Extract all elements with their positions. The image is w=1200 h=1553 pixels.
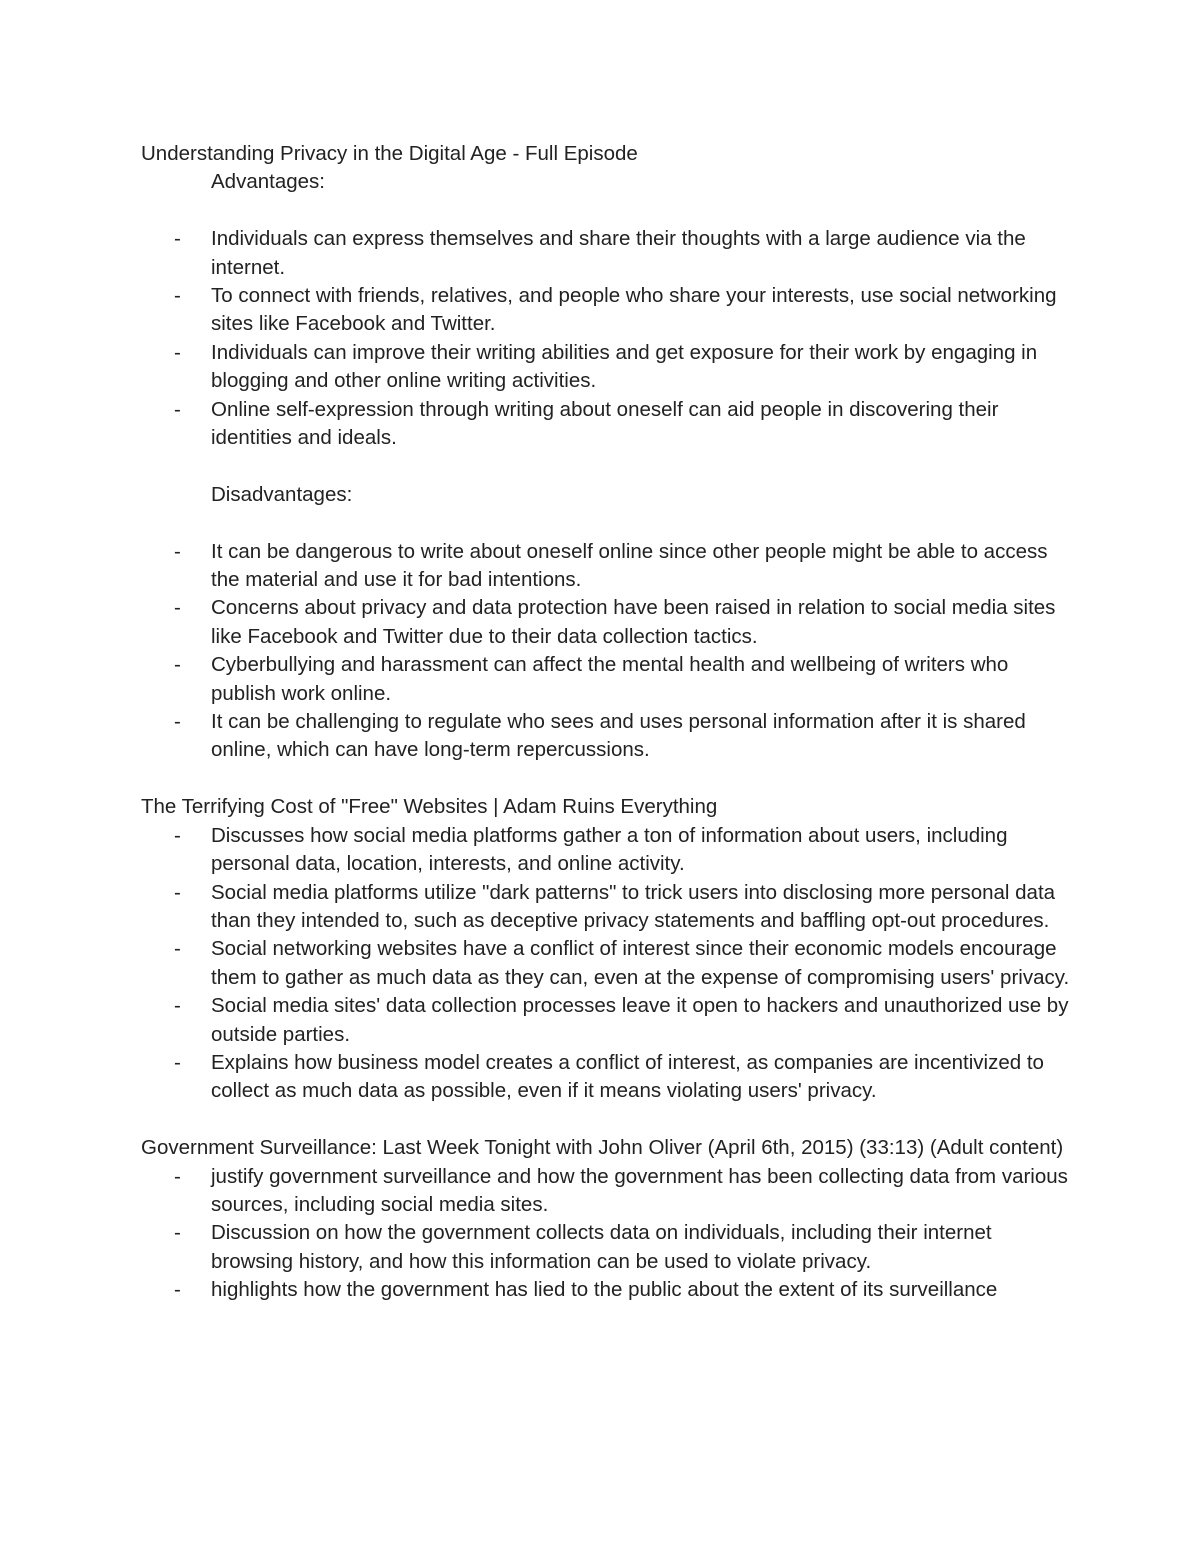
spacer: [141, 452, 1071, 480]
list-item: - Social media sites' data collection processes leave it open to hackers and unauthorized use by outside parties.: [174, 994, 1069, 1046]
list-item: - Discusses how social media platforms gather a ton of information about users, including personal data, location, interests, and online activity.: [174, 823, 1008, 876]
dash-bullet: -: [174, 340, 181, 364]
list-item: - Concerns about privacy and data protection have been raised in relation to social media sites like Facebook and Twitter due to their data collection tactics.: [174, 596, 1056, 648]
dash-bullet: -: [174, 710, 181, 734]
list-item: - Explains how business model creates a conflict of interest, as companies are incentivized to collect as much data as possible, even if it means violating users' privacy.: [174, 1050, 1044, 1103]
spacer: [141, 509, 1071, 537]
list-item: - Discussion on how the government collects data on individuals, including their internet browsing history, and how this information can be used to violate privacy.: [174, 1221, 992, 1273]
dash-bullet: -: [174, 227, 181, 251]
dash-bullet: -: [174, 823, 181, 847]
advantages-list: [141, 225, 1071, 452]
section-privacy-digital-age: [141, 140, 1071, 765]
spacer: [141, 765, 1071, 793]
section-title: Understanding Privacy in the Digital Age - Full Episode: [141, 142, 638, 165]
list-item: - Individuals can improve their writing abilities and get exposure for their work by engaging in blogging and other online writing activities.: [174, 340, 1038, 393]
dash-bullet: -: [174, 539, 181, 563]
section-title: Government Surveillance: Last Week Tonight with John Oliver (April 6th, 2015) (33:13) (Adult content): [141, 1136, 1064, 1160]
notes-list: [141, 822, 1071, 1106]
list-item: - Cyberbullying and harassment can affect the mental health and wellbeing of writers who publish work online.: [174, 653, 1009, 705]
list-item: - To connect with friends, relatives, and people who share your interests, use social networking sites like Facebook and Twitter.: [174, 284, 1057, 336]
disadvantages-list: [141, 538, 1071, 765]
dash-bullet: -: [174, 1221, 181, 1245]
section-free-websites: [141, 793, 1071, 1105]
dash-bullet: -: [174, 880, 181, 904]
dash-bullet: -: [174, 937, 181, 961]
disadvantages-label: Disadvantages:: [211, 482, 353, 506]
dash-bullet: -: [174, 994, 181, 1018]
list-item: - Social networking websites have a conflict of interest since their economic models encourage them to gather as much data as they can, even at the expense of compromising users' privacy.: [174, 937, 1070, 989]
spacer: [141, 1106, 1071, 1134]
dash-bullet: -: [174, 1278, 181, 1302]
spacer: [141, 197, 1071, 225]
dash-bullet: -: [174, 284, 181, 308]
list-item: - highlights how the government has lied to the public about the extent of its surveillance: [141, 1276, 1071, 1304]
list-item: - Individuals can express themselves and share their thoughts with a large audience via the internet.: [174, 227, 1026, 279]
list-item: - justify government surveillance and how the government has been collecting data from various sources, including social media sites.: [174, 1164, 1068, 1216]
list-item: - It can be dangerous to write about oneself online since other people might be able to access the material and use it for bad intentions.: [174, 539, 1048, 592]
notes-list: [141, 1163, 1071, 1305]
dash-bullet: -: [174, 653, 181, 677]
list-item: - Online self-expression through writing about oneself can aid people in discovering their identities and ideals.: [174, 397, 999, 450]
dash-bullet: -: [174, 1050, 181, 1074]
dash-bullet: -: [174, 397, 181, 421]
section-government-surveillance: [141, 1134, 1071, 1304]
list-item: - It can be challenging to regulate who sees and uses personal information after it is shared online, which can have long-term repercussions.: [174, 710, 1026, 762]
list-item: - Social media platforms utilize "dark patterns" to trick users into disclosing more personal data than they intended to, such as deceptive privacy statements and baffling opt-out procedures.: [174, 880, 1056, 932]
advantages-label: Advantages:: [211, 170, 325, 194]
dash-bullet: -: [174, 1164, 181, 1188]
section-title: The Terrifying Cost of "Free" Websites | Adam Ruins Everything: [141, 795, 718, 819]
document-page: [141, 140, 1071, 1305]
dash-bullet: -: [174, 596, 181, 620]
